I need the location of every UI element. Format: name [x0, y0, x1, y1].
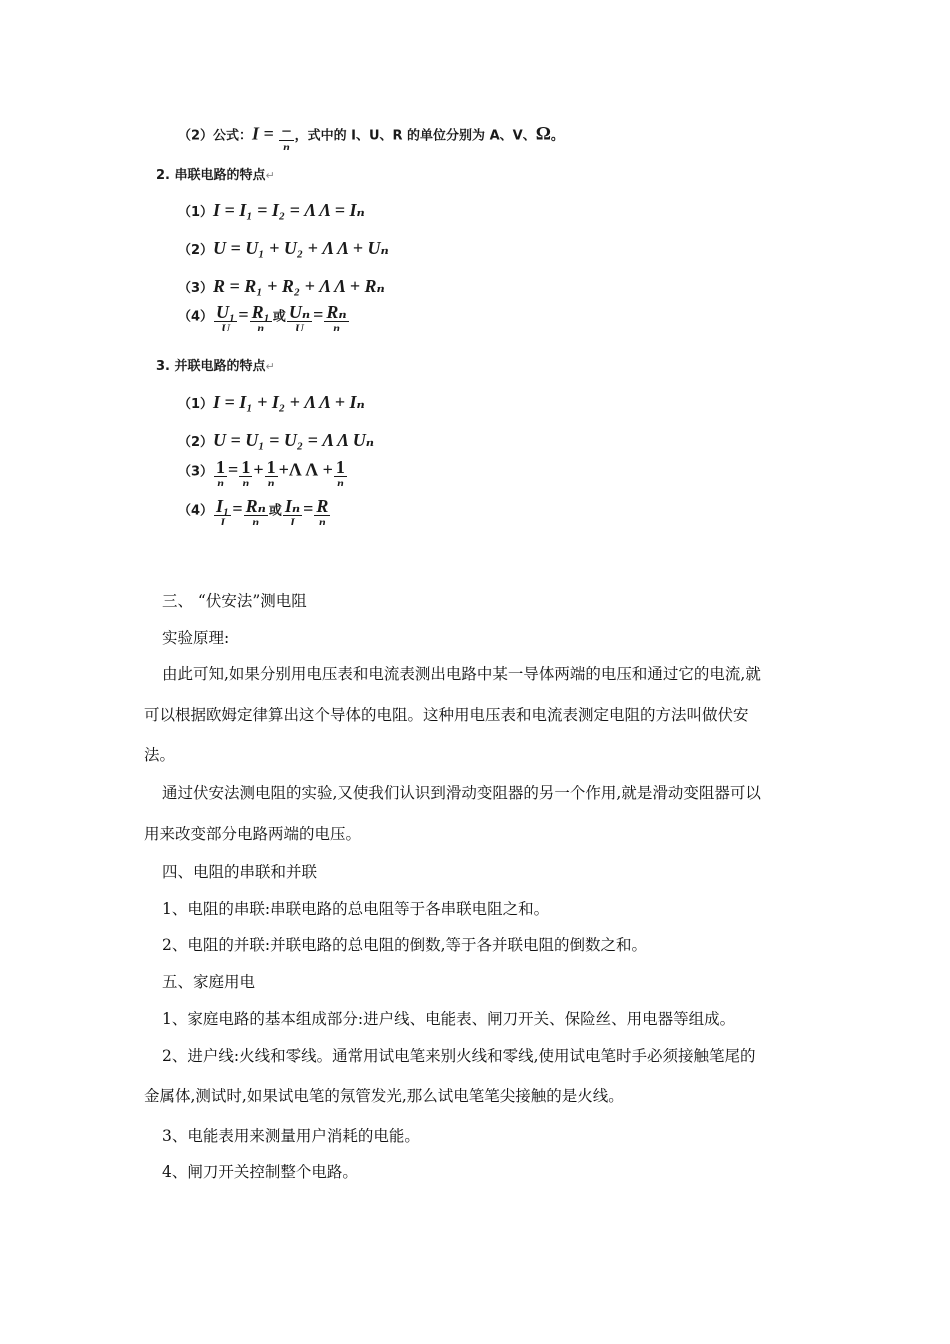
item-label: （1）: [178, 205, 214, 220]
item-expr: U = U₁ = U₂ = Λ Λ Uₙ: [213, 430, 374, 450]
return-mark-icon: ↵: [265, 360, 275, 373]
omega-symbol: Ω: [535, 123, 551, 145]
paragraph-line: 由此可知,如果分别用电压表和电流表测出电路中某一导体两端的电压和通过它的电流,就: [162, 665, 761, 683]
formula-fraction: [279, 122, 293, 150]
formula-tail: ，式中的 I、U、R 的单位分别为 A、V、: [294, 128, 536, 144]
frac-den: U: [295, 322, 304, 331]
formula-unit-line: [178, 122, 564, 150]
fraction: [214, 497, 231, 525]
list-item: 2、电阻的并联:并联电路的总电阻的倒数,等于各并联电阻的倒数之和。: [162, 936, 648, 954]
section-heading-3: 三、 “伏安法”测电阻: [162, 592, 307, 610]
equals: =: [238, 304, 249, 325]
list-item: 3、电能表用来测量用户消耗的电能。: [162, 1127, 420, 1145]
frac-num: Rₙ: [326, 302, 347, 322]
list-item: 4、闸刀开关控制整个电路。: [162, 1163, 358, 1181]
fraction: [244, 497, 268, 525]
section-heading-4: 四、电阻的串联和并联: [162, 863, 318, 881]
equals: =: [228, 459, 239, 480]
series-item-2: [178, 238, 389, 259]
parallel-item-2: [178, 430, 374, 451]
frac-num: I₁: [216, 496, 230, 516]
frac-num: U₁: [216, 302, 236, 322]
fraction: [250, 303, 272, 331]
frac-num: Uₙ: [288, 302, 311, 322]
formula-num: −: [281, 121, 292, 141]
equals: =: [313, 304, 324, 325]
item-label: （1）: [178, 397, 214, 412]
parallel-item-3: [178, 458, 348, 486]
formula-den: n: [283, 141, 290, 150]
fraction: [283, 497, 302, 525]
paragraph-line: 用来改变部分电路两端的电压。: [144, 825, 362, 843]
frac-num: Iₙ: [284, 496, 301, 516]
equals: =: [303, 498, 314, 519]
frac-num: 1: [216, 457, 226, 477]
formula-end: 。: [550, 128, 564, 144]
formula-label: （2）公式：: [178, 128, 253, 144]
fraction: [214, 303, 237, 331]
list-item: 1、电阻的串联:串联电路的总电阻等于各串联电阻之和。: [162, 900, 550, 918]
fraction: [265, 458, 278, 486]
parallel-item-4: [178, 497, 331, 525]
item-expr: R = R₁ + R₂ + Λ Λ + Rₙ: [213, 276, 385, 296]
frac-num: 1: [241, 457, 251, 477]
item-label: （2）: [178, 243, 214, 258]
fraction: [239, 458, 252, 486]
fraction: [324, 303, 348, 331]
item-label: （3）: [178, 281, 214, 296]
formula-eq: =: [259, 123, 279, 144]
frac-den: n: [333, 322, 340, 331]
or-word: 或: [268, 503, 282, 519]
frac-num: 1: [266, 457, 276, 477]
frac-den: n: [257, 322, 265, 331]
frac-den: n: [242, 477, 250, 486]
frac-num: 1: [335, 457, 345, 477]
item-label: （4）: [178, 309, 214, 325]
fraction: [214, 458, 227, 486]
list-item: 1、家庭电路的基本组成部分:进户线、电能表、闸刀开关、保险丝、用电器等组成。: [162, 1010, 736, 1028]
paragraph-line: 可以根据欧姆定律算出这个导体的电阻。这种用电压表和电流表测定电阻的方法叫做伏安: [144, 706, 749, 724]
return-mark-icon: ↵: [265, 169, 275, 182]
item-label: （2）: [178, 435, 214, 450]
series-heading-text: 2. 串联电路的特点: [156, 168, 266, 183]
item-expr: U = U₁ + U₂ + Λ Λ + Uₙ: [213, 238, 389, 258]
frac-num: Rₙ: [245, 496, 266, 516]
parallel-heading-text: 3. 并联电路的特点: [156, 359, 266, 374]
item-label: （4）: [178, 503, 214, 519]
equals: =: [232, 498, 243, 519]
parallel-item-1: [178, 392, 365, 413]
series-item-3: [178, 276, 385, 297]
fraction: [314, 497, 330, 525]
frac-num: R₁: [251, 302, 270, 322]
frac-num: R: [316, 496, 329, 516]
paragraph-line: 法。: [144, 746, 176, 764]
series-heading: [156, 164, 275, 183]
parallel-heading: [156, 355, 275, 374]
list-item-continuation: 金属体,测试时,如果试电笔的氖管发光,那么试电笔笔尖接触的是火线。: [144, 1087, 624, 1105]
section-heading-5: 五、家庭用电: [162, 973, 256, 991]
frac-den: I: [290, 516, 295, 525]
fraction: [287, 303, 312, 331]
frac-den: U: [221, 322, 231, 331]
item-label: （3）: [178, 464, 214, 480]
formula-lhs: I: [252, 123, 260, 144]
frac-den: I: [220, 516, 226, 525]
ellipsis-plus: +Λ Λ +: [278, 459, 333, 480]
series-item-1: [178, 200, 365, 221]
item-expr: I = I₁ = I₂ = Λ Λ = Iₙ: [213, 200, 365, 220]
frac-den: n: [319, 516, 326, 525]
frac-den: n: [267, 477, 275, 486]
frac-den: n: [337, 477, 344, 486]
frac-den: n: [252, 516, 260, 525]
list-item: 2、进户线:火线和零线。通常用试电笔来别火线和零线,使用试电笔时手必须接触笔尾的: [162, 1047, 756, 1065]
paragraph-line: 通过伏安法测电阻的实验,又使我们认识到滑动变阻器的另一个作用,就是滑动变阻器可以: [162, 784, 761, 802]
frac-den: n: [217, 477, 224, 486]
series-item-4: [178, 303, 350, 331]
item-expr: I = I₁ + I₂ + Λ Λ + Iₙ: [213, 392, 365, 412]
principle-label: 实验原理:: [162, 629, 230, 647]
plus: +: [253, 459, 264, 480]
fraction: [334, 458, 347, 486]
or-word: 或: [272, 309, 286, 325]
